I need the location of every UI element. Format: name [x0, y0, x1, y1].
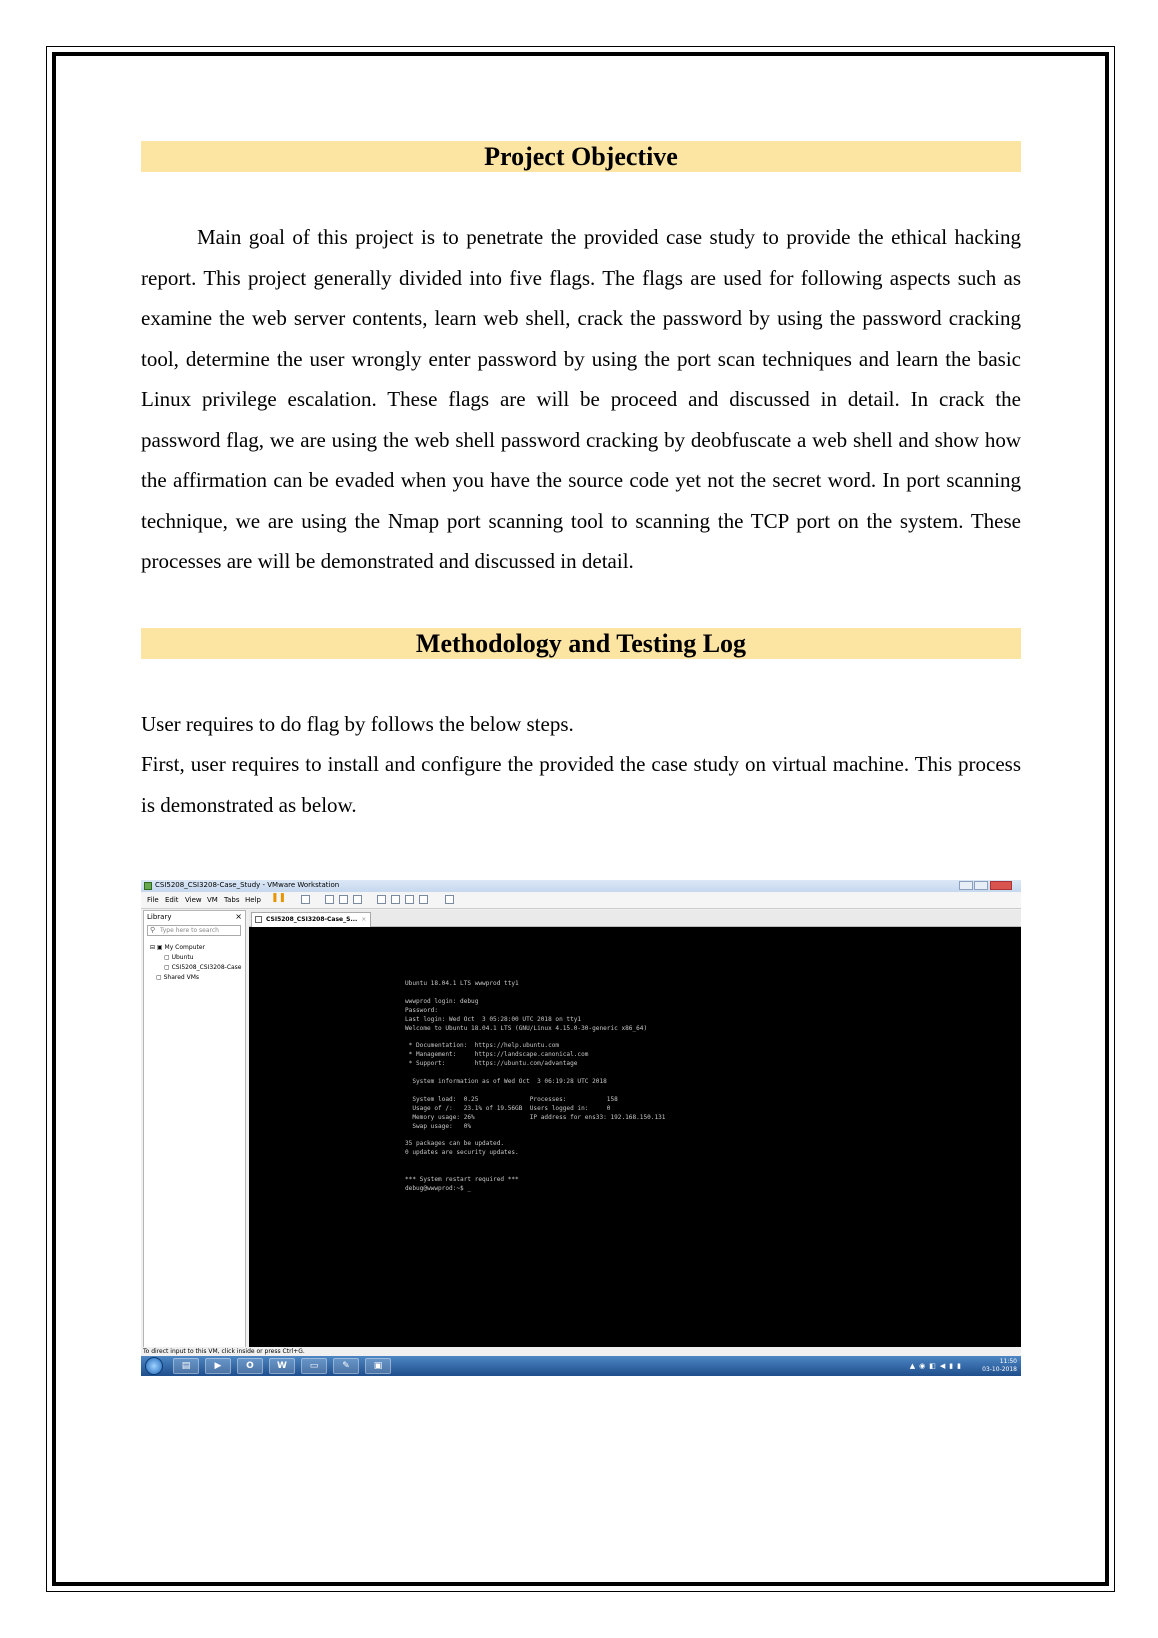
explorer-taskbar-icon[interactable]: ▤ [173, 1358, 199, 1374]
library-panel [143, 910, 246, 1360]
thumbnail-icon[interactable] [391, 895, 400, 904]
methodology-paragraph: First, user requires to install and configure the provided the case study on virtual machine. This process is demonstrated as below. [141, 752, 1021, 817]
window-taskbar-icon[interactable]: ▭ [301, 1358, 327, 1374]
library-title: Library [147, 913, 172, 921]
menu-edit[interactable]: Edit [165, 896, 179, 904]
word-taskbar-icon[interactable]: W [269, 1358, 295, 1374]
library-tree [150, 943, 242, 983]
windows-taskbar [141, 1356, 1021, 1376]
vmware-taskbar-icon[interactable]: ▣ [365, 1358, 391, 1374]
menu-help[interactable]: Help [245, 896, 261, 904]
send-keys-icon[interactable] [301, 895, 310, 904]
show-library-icon[interactable] [377, 895, 386, 904]
library-close-icon[interactable]: × [235, 912, 242, 921]
vmware-screenshot [141, 880, 1021, 1376]
tree-item-my-computer[interactable]: ⊟ ▣ My Computer [150, 944, 205, 951]
methodology-intro-line: User requires to do flag by follows the below steps. [141, 711, 574, 736]
pause-icon[interactable]: ❚❚ [271, 893, 287, 903]
system-clock[interactable]: 11:50 03-10-2018 [982, 1358, 1017, 1373]
menu-file[interactable]: File [147, 896, 159, 904]
fullscreen-icon[interactable] [405, 895, 414, 904]
snapshot-icon[interactable] [325, 895, 334, 904]
console-view-icon[interactable] [445, 895, 454, 904]
library-search-input[interactable] [147, 925, 241, 936]
maximize-icon[interactable] [974, 881, 988, 890]
start-button[interactable] [145, 1357, 163, 1375]
tab-strip [249, 910, 1021, 927]
tool-taskbar-icon[interactable]: ✎ [333, 1358, 359, 1374]
tree-item-case-study[interactable]: ▢ CSI5208_CSI3208-Case [164, 964, 242, 971]
unity-icon[interactable] [419, 895, 428, 904]
menu-tabs[interactable]: Tabs [224, 896, 240, 904]
menu-view[interactable]: View [185, 896, 202, 904]
snapshot-manager-icon[interactable] [353, 895, 362, 904]
revert-snapshot-icon[interactable] [339, 895, 348, 904]
library-search-placeholder: Type here to search [160, 927, 219, 934]
console-output: Ubuntu 18.04.1 LTS wwwprod tty1 wwwprod login: debug Password: Last login: Wed Oct 3 05:28:00 UTC 2018 on tty1 Welcome to Ubuntu 18.04.1 LTS (GNU/Linux 4.15.0-30-generic x86_64) * Documentation: https://help.ubuntu.com * Management: https://landscape.canonical.com * Support: https://ubuntu.com/advantage System information as of Wed Oct 3 06:19:28 UTC 2018 System load: 0.25 Processes: 158 Usage of /: 23.1% of 19.56GB Users logged in: 0 Memory usage: 26% IP address for ens33: 192.168.150.131 Swap usage: 0% 35 packages can be updated. 0 updates are security updates. *** System restart required *** debug@wwwprod:~$ _ [405, 980, 666, 1192]
menu-bar [141, 892, 1021, 909]
tree-item-ubuntu[interactable]: ▢ Ubuntu [164, 954, 194, 961]
tab-close-icon[interactable]: × [361, 916, 367, 923]
vm-console[interactable] [249, 927, 1021, 1360]
section-heading-methodology: Methodology and Testing Log [141, 628, 1021, 659]
status-message: To direct input to this VM, click inside or press Ctrl+G. [143, 1348, 305, 1355]
opera-taskbar-icon[interactable]: O [237, 1358, 263, 1374]
close-icon[interactable] [990, 881, 1012, 890]
status-bar [141, 1347, 1021, 1356]
vmware-app-icon [144, 882, 152, 890]
window-titlebar [141, 880, 1021, 892]
media-player-taskbar-icon[interactable]: ▶ [205, 1358, 231, 1374]
minimize-icon[interactable] [959, 881, 973, 890]
search-icon: ⚲ [150, 926, 156, 934]
vm-tab-icon [255, 916, 262, 923]
tree-item-shared-vms[interactable]: ▢ Shared VMs [156, 974, 200, 981]
section-heading-objective: Project Objective [141, 141, 1021, 172]
objective-paragraph: Main goal of this project is to penetrate the provided case study to provide the ethical hacking report. This project generally divided into five flags. The flags are used for following aspects such as examine the web server contents, learn web shell, crack the password by using the password cracking tool, determine the user wrongly enter password by using the port scan techniques and learn the basic Linux privilege escalation. These flags are will be proceed and discussed in detail. In crack the password flag, we are using the web shell password cracking by deobfuscate a web shell and show how the affirmation can be evaded when you have the source code yet not the secret word. In port scanning technique, we are using the Nmap port scanning tool to scanning the TCP port on the system. These processes are will be demonstrated and discussed in detail. [141, 225, 1021, 573]
page-content [141, 141, 1021, 825]
system-tray-icons[interactable]: ▲◉◧◀▮▮ [909, 1362, 965, 1370]
tab-case-study[interactable]: CSI5208_CSI3208-Case_S... × [251, 912, 371, 927]
menu-vm[interactable]: VM [207, 896, 218, 904]
window-title: CSI5208_CSI3208-Case_Study - VMware Workstation [155, 881, 340, 889]
